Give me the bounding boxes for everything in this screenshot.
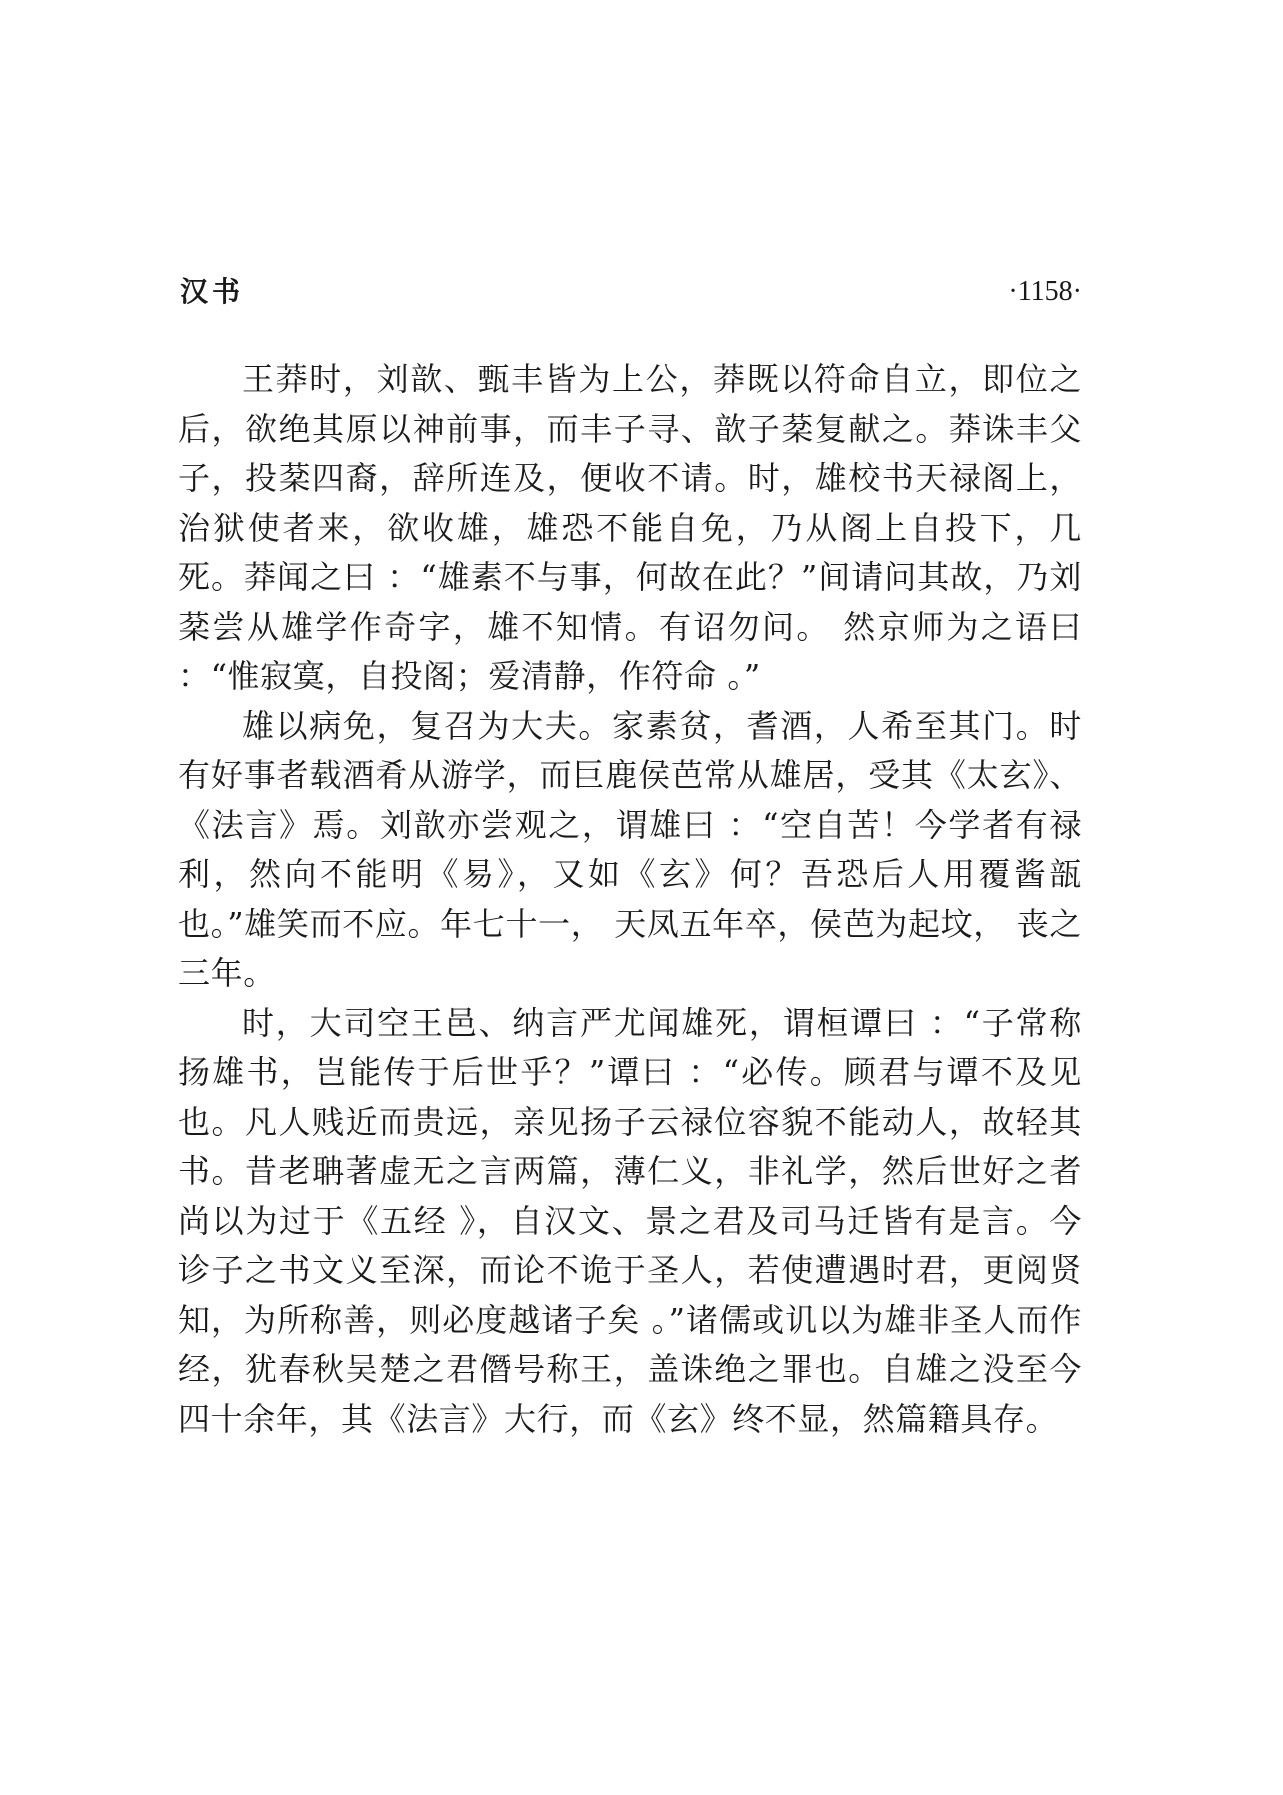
paragraph: 时，大司空王邑、纳言严尤闻雄死，谓桓谭曰 ：“子常称扬雄书，岂能传于后世乎？”谭曰 ：“必传。顾君与谭不及见也。凡人贱近而贵远，亲见扬子云禄位容貌不能动人，故轻其书。昔老聃著虚无之言两篇，薄仁义，非礼学，然后世好之者尚以为过于《五经 》，自汉文、景之君及司马迁皆有是言。今诊子之书文义至深，而论不诡于圣人，若使遭遇时君，更阅贤知，为所称善，则必度越诸子矣 。”诸儒或讥以为雄非圣人而作经，犹春秋吴楚之君僭号称王，盖诛绝之罪也。自雄之没至今四十余年，其《法言》大行，而《玄》终不显，然篇籍具存。 bbox=[178, 1003, 1082, 1438]
book-title: 汉书 bbox=[180, 275, 245, 308]
running-header bbox=[178, 270, 1082, 314]
page-number: ·1158· bbox=[1008, 276, 1082, 307]
paragraph: 雄以病免，复召为大夫。家素贫，耆酒，人希至其门。时有好事者载酒肴从游学，而巨鹿侯芭常从雄居，受其《太玄》、《法言》焉。刘歆亦尝观之，谓雄曰 ：“空自苦！今学者有禄利，然向不能明《易》，又如《玄》何？吾恐后人用覆酱瓿也。”雄笑而不应。年七十一， 天凤五年卒，侯芭为起坟， 丧之三年。 bbox=[178, 706, 1082, 992]
paragraph: 王莽时，刘歆、甄丰皆为上公，莽既以符命自立，即位之后，欲绝其原以神前事，而丰子寻、歆子棻复献之。莽诛丰父子，投棻四裔，辞所连及，便收不请。时，雄校书天禄阁上，治狱使者来，欲收雄，雄恐不能自免，乃从阁上自投下，几死。莽闻之曰 ：“雄素不与事，何故在此？”间请问其故，乃刘棻尝从雄学作奇字，雄不知情。有诏勿问。 然京师为之语曰 ：“惟寂寞，自投阁；爱清静，作符命 。” bbox=[178, 360, 1082, 695]
body-text bbox=[178, 355, 1082, 1444]
